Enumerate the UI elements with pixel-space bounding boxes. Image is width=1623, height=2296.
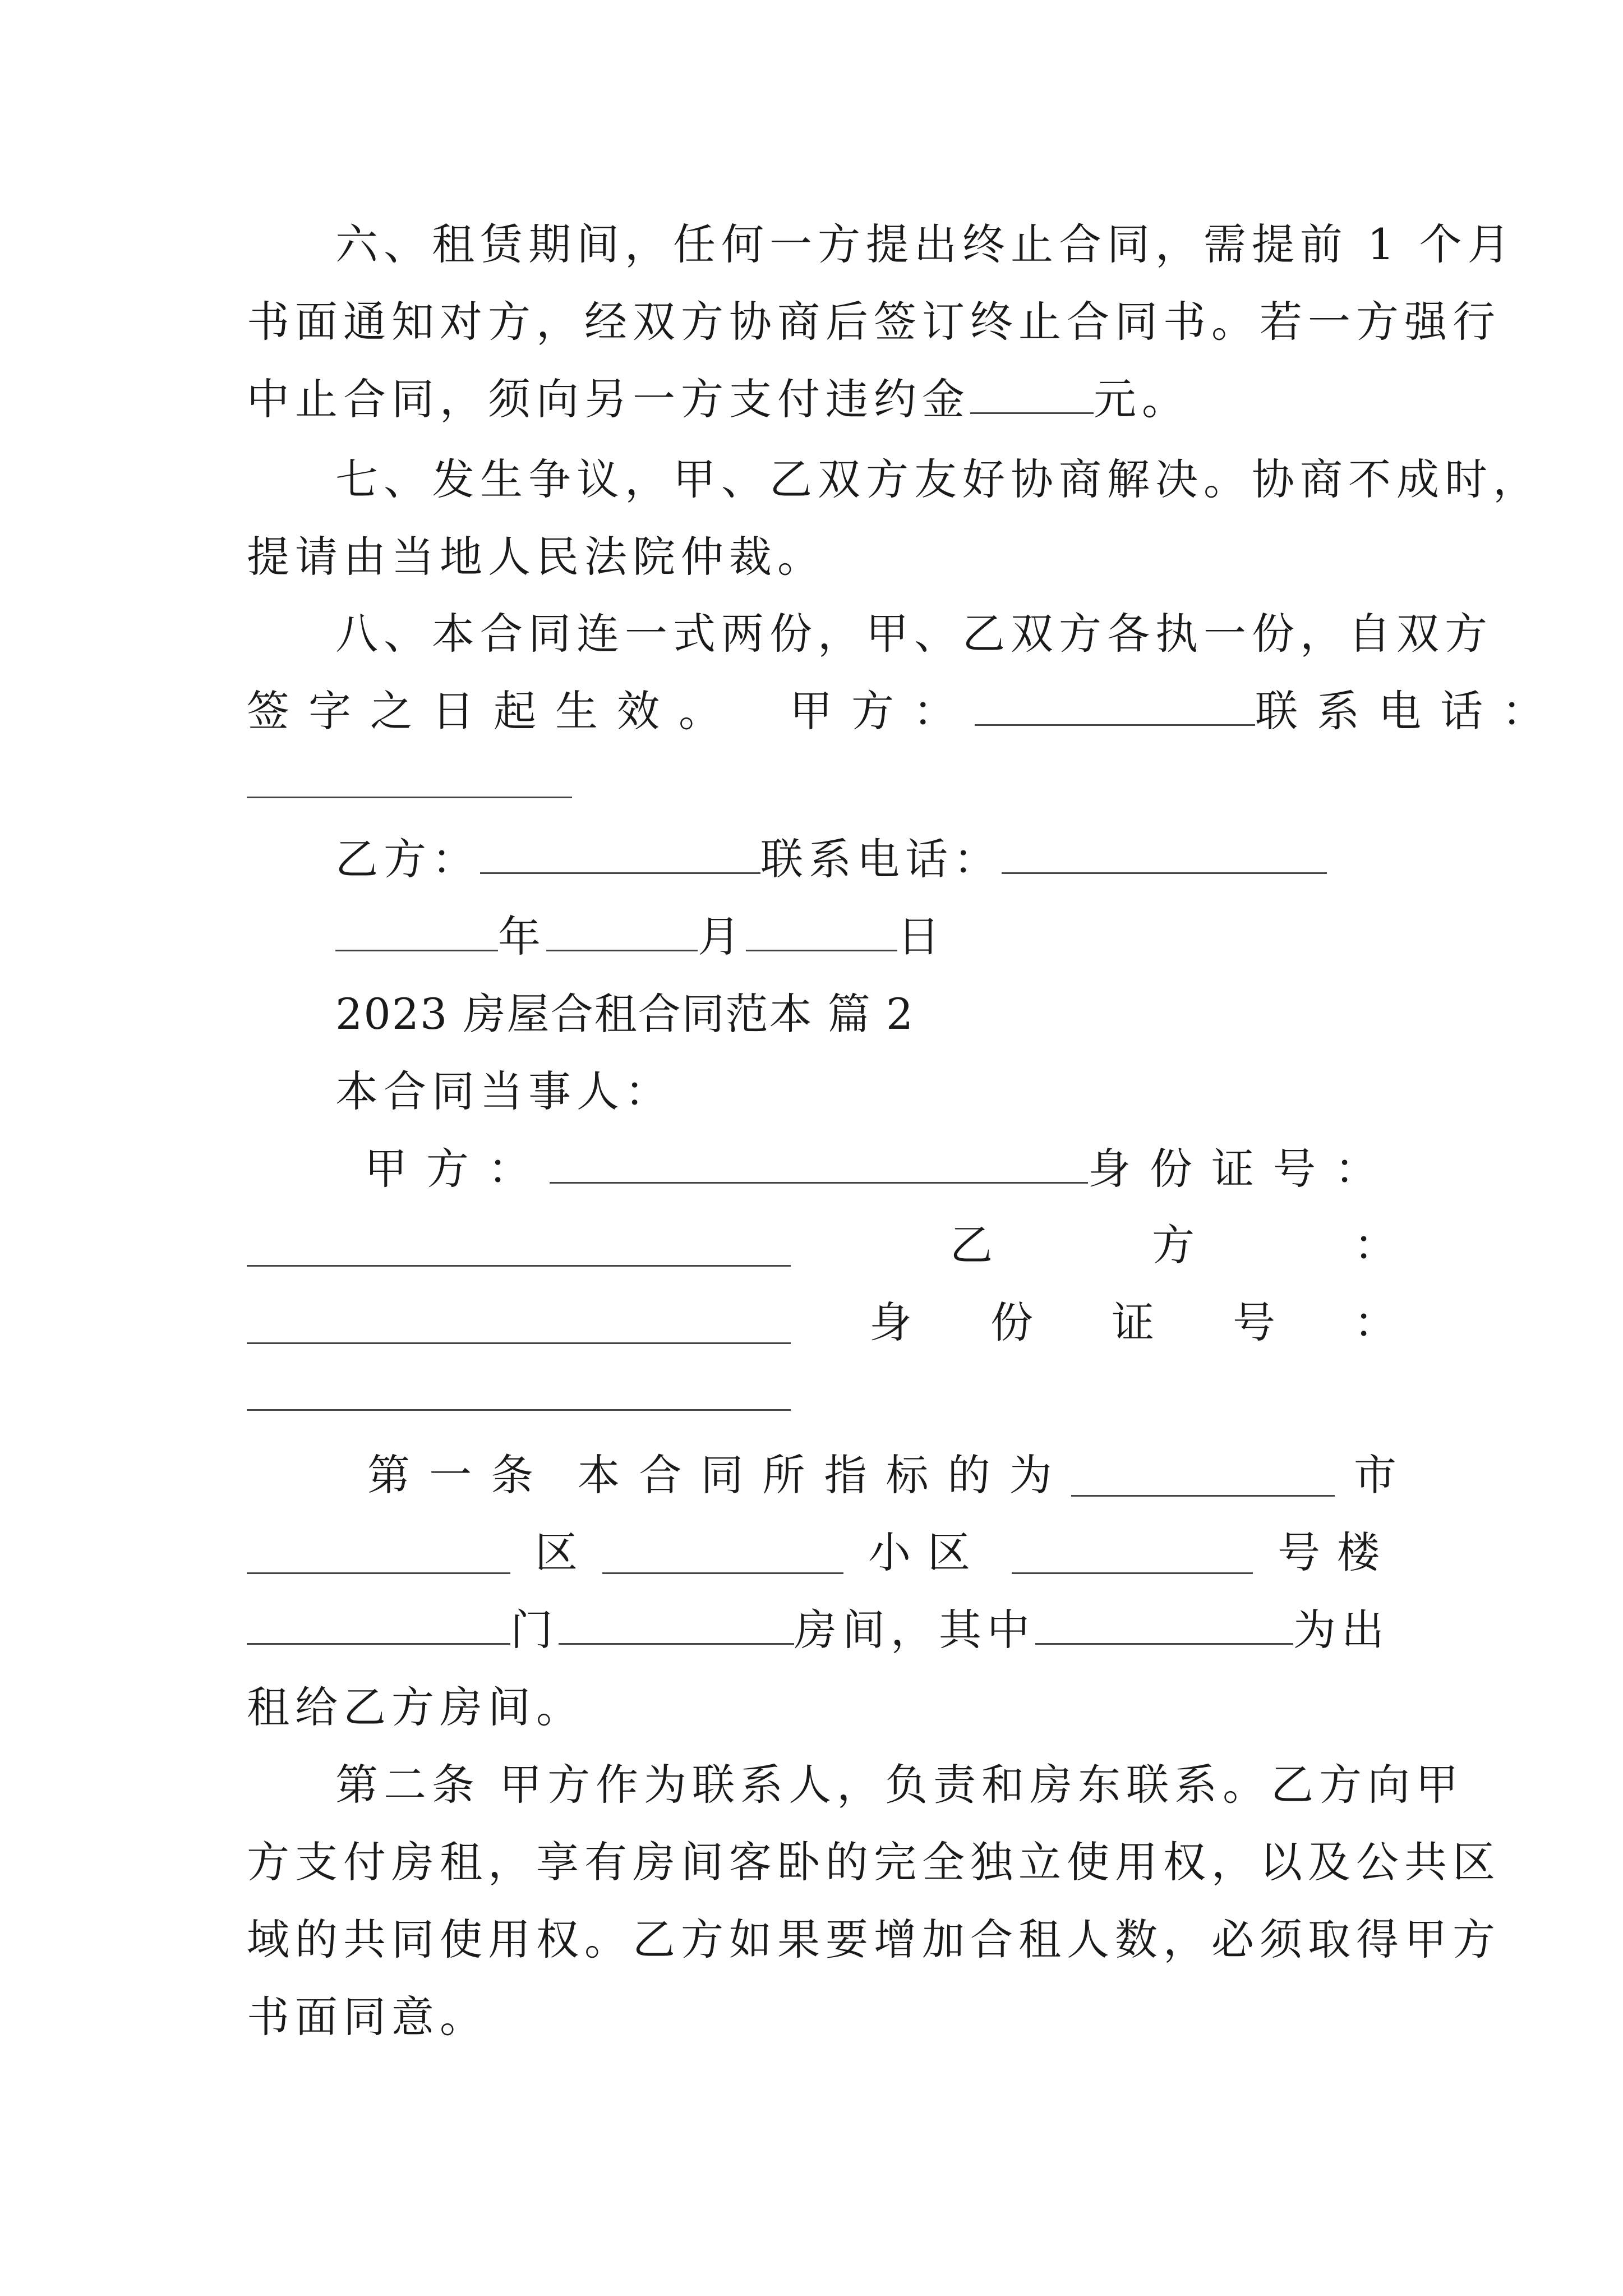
article-1-char: 本: [577, 1450, 620, 1500]
party-a-phone-blank: [247, 797, 572, 798]
section-2-party-b-id-line: [247, 1283, 1396, 1362]
section-2-heading: 2023 房屋合租合同范本 篇 2: [335, 989, 915, 1039]
section-2-party-a-line: [365, 1130, 1396, 1208]
party-b-char-1: 乙: [950, 1220, 993, 1270]
article-1-char: 一: [429, 1450, 472, 1500]
party-b-signature-label: 乙方：: [335, 834, 480, 884]
day-blank: [746, 909, 897, 951]
article-1-char: 指: [824, 1450, 867, 1500]
party-b-sign-line: [335, 820, 1485, 899]
party-a-signature-label: 甲方：: [790, 686, 975, 736]
building-number-blank: [247, 1603, 510, 1645]
article-2-line-1: 第二条 甲方作为联系人，负责和房东联系。乙方向甲: [335, 1760, 1464, 1810]
section-2-party-a-blank: [550, 1142, 1088, 1184]
id-char-1: 身: [869, 1297, 912, 1347]
article-1-char: 的: [947, 1450, 990, 1500]
article-1-char: 条: [491, 1450, 534, 1500]
city-label: 市: [1353, 1450, 1396, 1500]
article-1-line-1: [367, 1436, 1396, 1515]
article-1-line-3: [247, 1591, 1396, 1669]
party-b-char-2: 方: [1152, 1220, 1195, 1270]
district-label: 区: [535, 1527, 578, 1577]
year-blank: [335, 909, 498, 951]
article-1-char: 合: [639, 1450, 682, 1500]
clause-8-line-2: [247, 672, 1564, 751]
unit-label: 门: [510, 1605, 559, 1655]
party-a-phone-label: 联系电话：: [1255, 686, 1564, 736]
day-label: 日: [897, 912, 946, 961]
parties-intro: 本合同当事人：: [335, 1066, 673, 1116]
city-blank: [1071, 1454, 1335, 1496]
clause-6-line-2: 书面通知对方，经双方协商后签订终止合同书。若一方强行: [247, 297, 1501, 347]
clause-8-line-1: 八、本合同连一式两份，甲、乙双方各执一份，自双方: [335, 609, 1493, 659]
article-1-line-2: [247, 1513, 1396, 1592]
building-label: 号楼: [1278, 1527, 1396, 1577]
section-2-party-a-id-label: 身份证号：: [1088, 1144, 1396, 1194]
party-b-phone-blank: [1002, 832, 1327, 874]
room-label: 房间，其中: [794, 1605, 1035, 1655]
penalty-amount-blank: [970, 372, 1094, 414]
id-char-2: 份: [990, 1297, 1033, 1347]
section-2-party-a-id-blank: [247, 1224, 791, 1266]
building-blank: [1012, 1531, 1253, 1573]
community-label: 小区: [868, 1527, 987, 1577]
rent-out-label: 为出: [1293, 1605, 1390, 1655]
clause-6-line-1: 六、租赁期间，任何一方提出终止合同，需提前 1 个月: [335, 219, 1516, 269]
article-2-line-2: 方支付房租，享有房间客卧的完全独立使用权，以及公共区: [247, 1837, 1501, 1887]
article-2-line-3: 域的共同使用权。乙方如果要增加合租人数，必须取得甲方: [247, 1915, 1501, 1964]
id-char-4: 号: [1233, 1297, 1275, 1347]
clause-6-penalty-text: 中止合同，须向另一方支付违约金: [247, 374, 970, 424]
date-line: [335, 898, 1485, 976]
clause-7-line-1: 七、发生争议，甲、乙双方友好协商解决。协商不成时，: [335, 454, 1541, 504]
party-b-char-3: ：: [1354, 1220, 1396, 1270]
section-2-party-a-label: 甲方：: [365, 1144, 550, 1194]
article-1-line-4: 租给乙方房间。: [247, 1682, 584, 1732]
clause-6-line-3: [247, 360, 1396, 439]
district-blank: [247, 1531, 510, 1573]
id-char-5: ：: [1354, 1297, 1396, 1347]
clause-6-yuan: 元。: [1094, 374, 1190, 424]
clause-8-effective-text: 签字之日起生效。: [247, 686, 740, 736]
party-b-phone-label: 联系电话：: [760, 834, 1002, 884]
article-2-line-4: 书面同意。: [247, 1992, 488, 2042]
section-2-party-b-id-blank: [247, 1409, 791, 1411]
party-b-signature-blank: [480, 832, 760, 874]
month-blank: [546, 909, 698, 951]
month-label: 月: [698, 912, 746, 961]
rooms-blank: [1035, 1603, 1293, 1645]
section-2-party-b-line: [247, 1206, 1396, 1285]
clause-7-line-2: 提请由当地人民法院仲裁。: [247, 532, 826, 582]
community-blank: [602, 1531, 843, 1573]
article-1-char: 第: [367, 1450, 410, 1500]
article-1-char: 所: [762, 1450, 805, 1500]
id-char-3: 证: [1112, 1297, 1154, 1347]
year-label: 年: [498, 912, 546, 961]
unit-blank: [559, 1603, 794, 1645]
party-a-signature-blank: [975, 684, 1255, 726]
article-1-char: 标: [886, 1450, 929, 1500]
article-1-char: 为: [1009, 1450, 1052, 1500]
section-2-party-b-blank: [247, 1301, 791, 1343]
article-1-char: 同: [700, 1450, 744, 1500]
